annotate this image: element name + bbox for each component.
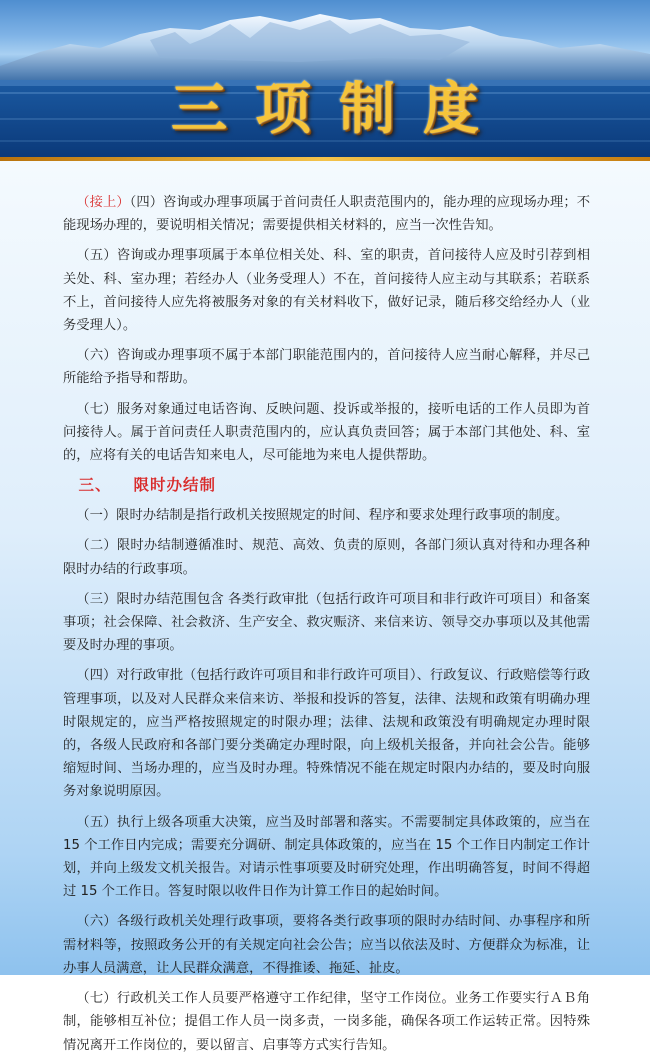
paragraph: （接上）（四）咨询或办理事项属于首问责任人职责范围内的，能办理的应现场办理；不能现场办理的，要说明相关情况；需要提供相关材料的，应当一次性告知。 (63, 195, 590, 234)
paragraph: （一）限时办结制是指行政机关按照规定的时间、程序和要求处理行政事项的制度。 (76, 508, 569, 524)
header-banner (0, 0, 650, 160)
paragraph: （七）服务对象通过电话咨询、反映问题、投诉或举报的，接听电话的工作人员即为首问接待人。属于首问责任人职责范围内的，应认真负责回答；属于本部门其他处、科、室的，应将有关的电话告知来电人，尽可能地为来电人提供帮助。 (63, 401, 590, 464)
section-title: 限时办结制 (133, 476, 217, 495)
paragraph: （五）执行上级各项重大决策，应当及时部署和落实。不需要制定具体政策的，应当在 15 个工作日内完成；需要充分调研、制定具体政策的，应当在 15 个工作日内制定工作计划，并向上级发文机关报告。对请示性事项要及时研究处理，作出明确答复，时间不得超过 15 个工作日。答复时限以收件日作为计算工作日的起始时间。 (63, 814, 590, 900)
section-number: 三、 (78, 476, 112, 495)
document-text (63, 191, 590, 1064)
paragraph: （六）各级行政机关处理行政事项，要将各类行政事项的限时办结时间、办事程序和所需材料等，按照政务公开的有关规定向社会公告；应当以依法及时、方便群众为标准，让办事人员满意，让人民群众满意，不得推诿、拖延、扯皮。 (63, 914, 590, 976)
page-title: 三项制度 (171, 76, 507, 142)
paragraph: （二）限时办结制遵循准时、规范、高效、负责的原则，各部门须认真对待和办理各种限时办结的行政事项。 (63, 538, 590, 577)
document-body (0, 161, 650, 1053)
section-heading (63, 474, 590, 496)
paragraph: （五）咨询或办理事项属于本单位相关处、科、室的职责，首问接待人应及时引荐到相关处、科、室办理；若经办人（业务受理人）不在，首问接待人应主动与其联系；若联系不上，首问接待人应先将被服务对象的有关材料收下，做好记录，随后移交给经办人（业务受理人）。 (63, 248, 590, 334)
paragraph: （四）对行政审批（包括行政许可项目和非行政许可项目）、行政复议、行政赔偿等行政管理事项，以及对人民群众来信来访、举报和投诉的答复，法律、法规和政策有明确办理时限规定的，应当严格按照规定的时限办理；法律、法规和政策没有明确规定办理时限的，各级人民政府和各部门要分类确定办理时限，向上级机关报备，并向社会公告。能够缩短时间、当场办理的，应当及时办理。特殊情况不能在规定时限内办结的，要及时向服务对象说明原因。 (63, 668, 590, 800)
paragraph: （六）咨询或办理事项不属于本部门职能范围内的，首问接待人应当耐心解释，并尽己所能给予指导和帮助。 (63, 348, 590, 387)
continuation-tag: （接上） (76, 195, 130, 210)
paragraph: （三）限时办结范围包含 各类行政审批（包括行政许可项目和非行政许可项目）和备案事项；社会保障、社会救济、生产安全、救灾赈济、来信来访、领导交办事项以及其他需要及时办理的事项。 (63, 591, 590, 654)
paragraph: （七）行政机关工作人员要严格遵守工作纪律，坚守工作岗位。业务工作要实行ＡＢ角制，能够相互补位；提倡工作人员一岗多责，一岗多能，确保各项工作运转正常。因特殊情况离开工作岗位的，要以留言、启事等方式实行告知。 (63, 991, 590, 1053)
